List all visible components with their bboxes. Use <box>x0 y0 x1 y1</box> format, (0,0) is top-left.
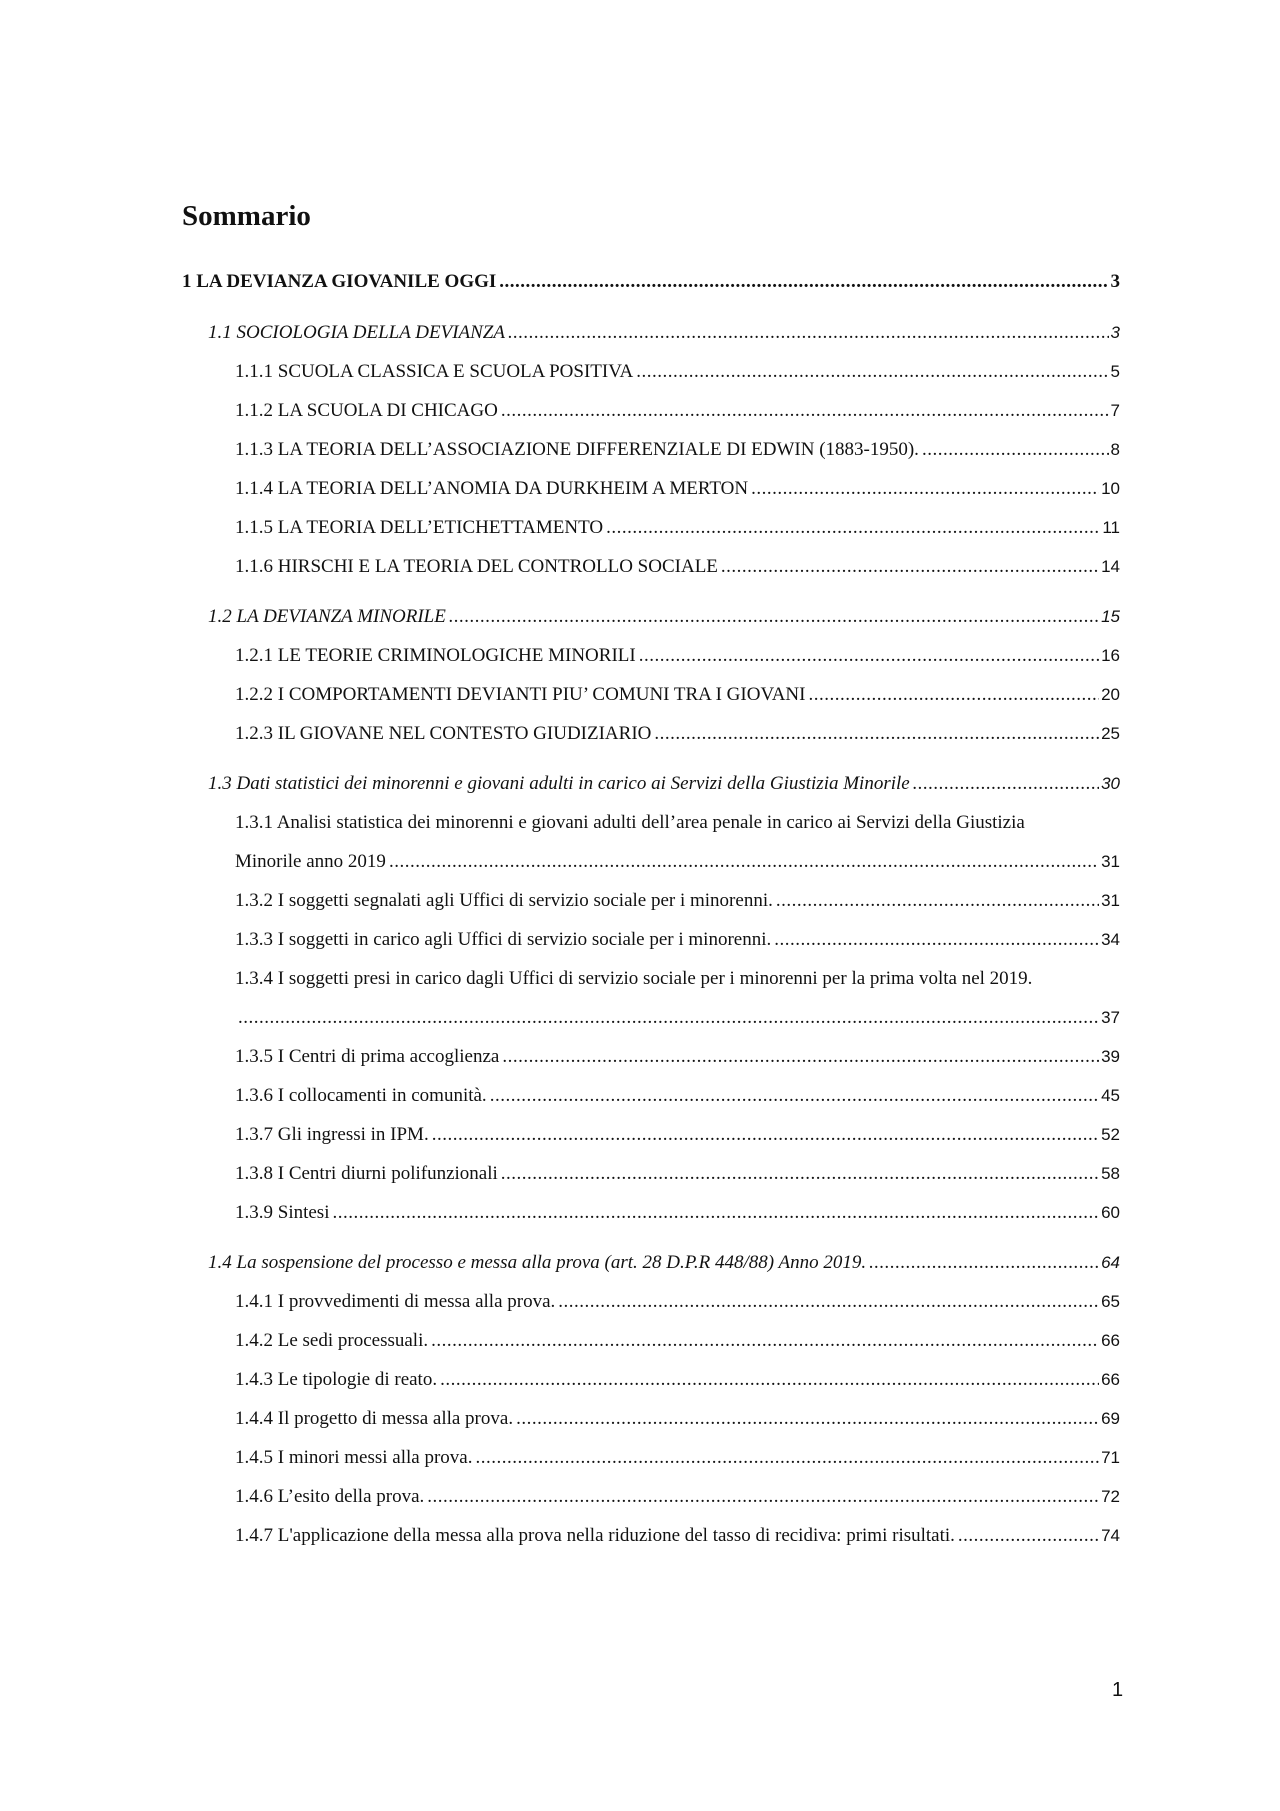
toc-entry-title: 1.1.4 LA TEORIA DELL’ANOMIA DA DURKHEIM A MERTON <box>235 478 749 499</box>
toc-entry-page: 15 <box>1101 607 1120 626</box>
dot-leader <box>502 1037 1099 1076</box>
dot-leader <box>440 1360 1099 1399</box>
dot-leader <box>389 842 1099 881</box>
toc-entry[interactable] <box>0 508 1280 547</box>
toc-entry[interactable] <box>0 391 1280 430</box>
toc-entry[interactable] <box>0 469 1280 508</box>
toc-entry-page: 3 <box>1110 323 1120 342</box>
toc-entry-page: 14 <box>1101 557 1120 576</box>
page-title: Sommario <box>182 200 311 232</box>
toc-entry-title: 1.4.4 Il progetto di messa alla prova. <box>235 1408 514 1429</box>
toc-entry-title: 1.1.1 SCUOLA CLASSICA E SCUOLA POSITIVA <box>235 361 634 382</box>
toc-entry-title: 1.4.7 L'applicazione della messa alla prova nella riduzione del tasso di recidiva: primi risultati. <box>235 1525 955 1546</box>
toc-entry-page: 65 <box>1101 1292 1120 1311</box>
toc-entry-title: 1.4.6 L’esito della prova. <box>235 1486 425 1507</box>
toc-entry-page: 74 <box>1101 1526 1120 1545</box>
dot-leader <box>508 313 1109 352</box>
dot-leader <box>774 920 1099 959</box>
toc-entry-page: 8 <box>1110 440 1120 459</box>
toc-entry[interactable] <box>0 1193 1280 1232</box>
toc-entry[interactable] <box>0 1243 1280 1282</box>
toc-entry-title: 1.3.2 I soggetti segnalati agli Uffici di servizio sociale per i minorenni. <box>235 890 773 911</box>
dot-leader <box>501 1154 1099 1193</box>
toc-entry-title: 1.4.5 I minori messi alla prova. <box>235 1447 473 1468</box>
dot-leader <box>913 764 1099 803</box>
toc-entry-page: 52 <box>1101 1125 1120 1144</box>
toc-entry-title: 1 LA DEVIANZA GIOVANILE OGGI <box>182 271 497 292</box>
toc-entry-title: 1.2 LA DEVIANZA MINORILE <box>208 606 446 627</box>
dot-leader <box>332 1193 1099 1232</box>
toc-entry[interactable] <box>0 959 1280 1037</box>
toc-entry-title: 1.3.6 I collocamenti in comunità. <box>235 1085 487 1106</box>
toc-entry-page: 71 <box>1101 1448 1120 1467</box>
toc-entry-title: 1.2.3 IL GIOVANE NEL CONTESTO GIUDIZIARIO <box>235 723 652 744</box>
toc-entry-title: 1.3.4 I soggetti presi in carico dagli Uffici di servizio sociale per i minorenni per la prima volta nel 2019. <box>235 968 1033 989</box>
dot-leader <box>721 547 1099 586</box>
dot-leader <box>639 636 1099 675</box>
toc-entry[interactable] <box>0 1076 1280 1115</box>
dot-leader <box>922 430 1109 469</box>
toc-entry-title: 1.4.2 Le sedi processuali. <box>235 1330 429 1351</box>
toc-entry[interactable] <box>0 313 1280 352</box>
toc-entry-title: 1.3.8 I Centri diurni polifunzionali <box>235 1163 498 1184</box>
toc-entry-page: 30 <box>1101 774 1120 793</box>
toc-entry-title: 1.2.1 LE TEORIE CRIMINOLOGICHE MINORILI <box>235 645 636 666</box>
toc-entry[interactable] <box>0 636 1280 675</box>
toc-entry-page: 31 <box>1101 852 1120 871</box>
toc-entry[interactable] <box>0 1115 1280 1154</box>
toc-entry-page: 69 <box>1101 1409 1120 1428</box>
page-number: 1 <box>1112 1679 1124 1701</box>
toc-entry-title: 1.3.1 Analisi statistica dei minorenni e giovani adulti dell’area penale in carico ai Servizi della Giustizia <box>235 812 1025 833</box>
toc-entry-page: 7 <box>1110 401 1120 420</box>
toc-entry[interactable] <box>0 1282 1280 1321</box>
toc-entry-title: 1.1.5 LA TEORIA DELL’ETICHETTAMENTO <box>235 517 604 538</box>
dot-leader <box>516 1399 1099 1438</box>
toc-entry-title: 1.3 Dati statistici dei minorenni e giovani adulti in carico ai Servizi della Giustizia Minorile <box>208 773 910 794</box>
toc-entry-page: 20 <box>1101 685 1120 704</box>
toc-entry-page: 72 <box>1101 1487 1120 1506</box>
toc-entry-page: 37 <box>1101 1008 1120 1027</box>
dot-leader <box>432 1115 1099 1154</box>
toc-entry-title: 1.3.7 Gli ingressi in IPM. <box>235 1124 429 1145</box>
toc-entry-title: 1.1.2 LA SCUOLA DI CHICAGO <box>235 400 498 421</box>
toc-entry-page: 16 <box>1101 646 1120 665</box>
toc-entry-title: 1.4.3 Le tipologie di reato. <box>235 1369 438 1390</box>
toc-entry-page: 58 <box>1101 1164 1120 1183</box>
toc-entry-page: 45 <box>1101 1086 1120 1105</box>
toc-entry[interactable] <box>0 262 1280 301</box>
toc-entry-page: 64 <box>1101 1253 1120 1272</box>
toc-entry-page: 34 <box>1101 930 1120 949</box>
toc-entry-page: 5 <box>1110 362 1120 381</box>
dot-leader <box>431 1321 1099 1360</box>
dot-leader <box>499 262 1108 301</box>
dot-leader <box>490 1076 1099 1115</box>
table-of-contents <box>0 262 1280 1555</box>
toc-entry-page: 60 <box>1101 1203 1120 1222</box>
dot-leader <box>654 714 1099 753</box>
toc-entry[interactable] <box>0 1037 1280 1076</box>
toc-entry-title: 1.3.5 I Centri di prima accoglienza <box>235 1046 500 1067</box>
toc-entry-title: 1.1 SOCIOLOGIA DELLA DEVIANZA <box>208 322 505 343</box>
dot-leader <box>449 597 1099 636</box>
toc-entry-title: 1.3.9 Sintesi <box>235 1202 330 1223</box>
dot-leader <box>558 1282 1099 1321</box>
toc-entry-title-continued: Minorile anno 2019 <box>235 851 386 872</box>
toc-entry-title: 1.4 La sospensione del processo e messa alla prova (art. 28 D.P.R 448/88) Anno 2019. <box>208 1252 867 1273</box>
toc-entry-title: 1.1.6 HIRSCHI E LA TEORIA DEL CONTROLLO SOCIALE <box>235 556 718 577</box>
toc-entry-page: 10 <box>1101 479 1120 498</box>
toc-entry[interactable] <box>0 1438 1280 1477</box>
dot-leader <box>501 391 1109 430</box>
toc-entry[interactable] <box>0 1399 1280 1438</box>
toc-entry[interactable] <box>0 1360 1280 1399</box>
dot-leader <box>636 352 1108 391</box>
toc-entry-page: 25 <box>1101 724 1120 743</box>
dot-leader <box>869 1243 1099 1282</box>
dot-leader <box>958 1516 1099 1555</box>
toc-entry[interactable] <box>0 881 1280 920</box>
toc-entry-page: 66 <box>1101 1331 1120 1350</box>
toc-entry-title: 1.1.3 LA TEORIA DELL’ASSOCIAZIONE DIFFERENZIALE DI EDWIN (1883-1950). <box>235 439 919 460</box>
dot-leader <box>776 881 1099 920</box>
toc-entry[interactable] <box>0 675 1280 714</box>
toc-entry[interactable] <box>0 1154 1280 1193</box>
dot-leader <box>808 675 1099 714</box>
toc-entry-page: 3 <box>1110 271 1120 292</box>
toc-entry[interactable] <box>0 597 1280 636</box>
toc-entry[interactable] <box>0 920 1280 959</box>
toc-entry[interactable] <box>0 1477 1280 1516</box>
dot-leader <box>751 469 1099 508</box>
toc-entry-title: 1.2.2 I COMPORTAMENTI DEVIANTI PIU’ COMUNI TRA I GIOVANI <box>235 684 806 705</box>
toc-entry-title: 1.4.1 I provvedimenti di messa alla prova. <box>235 1291 556 1312</box>
toc-entry-title: 1.3.3 I soggetti in carico agli Uffici di servizio sociale per i minorenni. <box>235 929 772 950</box>
toc-entry-page: 11 <box>1102 518 1120 537</box>
dot-leader <box>238 998 1099 1037</box>
toc-entry-page: 66 <box>1101 1370 1120 1389</box>
toc-entry[interactable] <box>0 764 1280 803</box>
toc-entry[interactable] <box>0 714 1280 753</box>
toc-entry[interactable] <box>0 803 1280 881</box>
toc-entry[interactable] <box>0 352 1280 391</box>
toc-entry[interactable] <box>0 1321 1280 1360</box>
dot-leader <box>606 508 1100 547</box>
dot-leader <box>427 1477 1099 1516</box>
toc-entry[interactable] <box>0 430 1280 469</box>
toc-entry[interactable] <box>0 547 1280 586</box>
toc-entry-page: 39 <box>1101 1047 1120 1066</box>
toc-entry[interactable] <box>0 1516 1280 1555</box>
dot-leader <box>475 1438 1099 1477</box>
toc-entry-page: 31 <box>1101 891 1120 910</box>
